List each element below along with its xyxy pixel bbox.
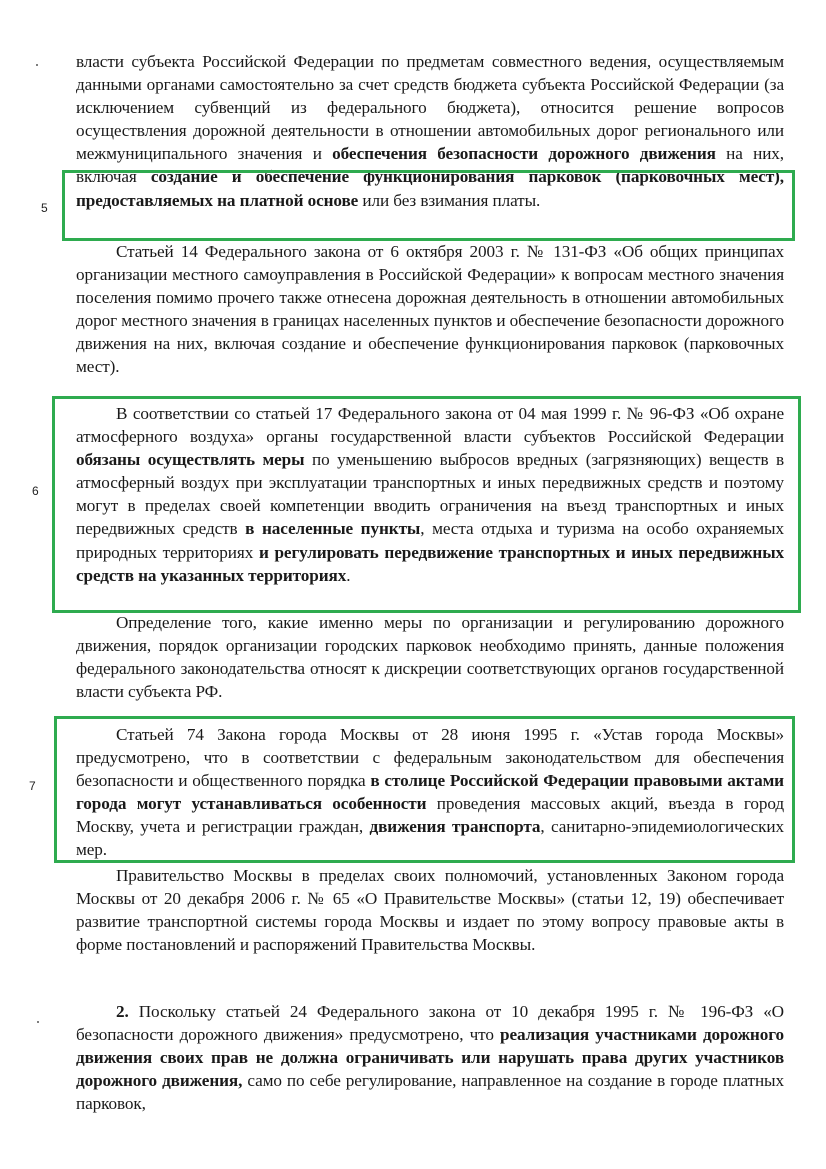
marker-6: 6 xyxy=(32,484,39,498)
text: Поскольку статьей 24 Федерального закона от 10 декабря 1995 г. № 196-ФЗ «О безопасности дорожного движения» предусмотрено, что xyxy=(76,1002,784,1045)
bold-text: обеспечения безопасности дорожного движения xyxy=(332,144,716,164)
text: или без взимания платы. xyxy=(358,190,541,210)
highlight-frame-7 xyxy=(54,716,795,863)
text: Определение того, какие именно меры по организации и регулированию дорожного движения, порядок организации городских парковок необходимо принять, данные положения федерального законодательства относят к дискреции соответствующих органов государственной власти субъекта РФ. xyxy=(76,613,784,702)
text: Правительство Москвы в пределах своих полномочий, установленных Законом города Москвы от 20 декабря 2006 г. № 65 «О Правительстве Москвы» (статьи 12, 19) обеспечивает развитие транспортной системы города Москвы и издает по этому вопросу правовые акты в форме постановлений и распоряжений Правительства Москвы. xyxy=(76,866,784,955)
paragraph-federal-law-131 xyxy=(76,240,784,379)
paragraph-moscow-government xyxy=(76,864,784,956)
text: власти субъекта Российской Федерации по предметам совместного ведения, осуществляемым данными органами самостоятельно за счет средств бюджета субъекта Российской Федерации (за исключением субвенций из федерального бюджета), относится решение вопросов осуществления дорожной деятельности в отношении автомобильных дорог регионального или межмуниципального значения и xyxy=(76,52,784,164)
bold-text: реализация участниками дорожного движения своих прав не должна ограничивать или нарушать права других участников дорожного движения, xyxy=(76,1025,784,1091)
highlight-frame-5 xyxy=(62,170,795,241)
bold-text: обязаны осуществлять меры xyxy=(76,450,305,470)
text: . xyxy=(346,565,351,585)
paragraph-discretion xyxy=(76,611,784,703)
text: по уменьшению выбросов вредных (загрязняющих) веществ в атмосферный воздух при эксплуатации транспортных и иных передвижных средств и поэтому могут в пределах своей компетенции вводить ограничения на въезд транспортных и иных передвижных средств xyxy=(76,450,784,539)
highlight-frame-6 xyxy=(52,396,801,613)
bold-text: движения транспорта xyxy=(369,817,541,837)
marker-7: 7 xyxy=(29,779,36,793)
text: Статьей 74 Закона города Москвы от 28 июня 1995 г. «Устав города Москвы» предусмотрено, что в соответствии с федеральным законодательством для обеспечения безопасности и общественного порядка xyxy=(76,725,784,791)
paragraph-point-2 xyxy=(76,1000,784,1115)
bold-text: и регулировать передвижение транспортных и иных передвижных средств на указанных территориях xyxy=(76,542,785,585)
text: В соответствии со статьей 17 Федерального закона от 04 мая 1999 г. № 96-ФЗ «Об охране атмосферного воздуха» органы государственной власти субъектов Российской Федерации xyxy=(76,404,784,447)
text: , места отдыха и туризма на особо охраняемых природных территориях xyxy=(76,519,784,562)
text: Статьей 14 Федерального закона от 6 октября 2003 г. № 131-ФЗ «Об общих принципах организации местного самоуправления в Российской Федерации» к вопросам местного значения поселения помимо прочего также отнесена дорожная деятельность в отношении автомобильных дорог местного значения в границах населенных пунктов и обеспечение безопасности дорожного движения на них, включая создание и обеспечение функционирования парковок (парковочных мест). xyxy=(76,242,784,377)
scan-speck xyxy=(36,64,38,66)
text: на них, включая xyxy=(76,144,784,187)
text: , санитарно-эпидемиологических мер. xyxy=(76,817,784,860)
text: проведения массовых акций, въезда в город Москву, учета и регистрации граждан, xyxy=(76,794,784,837)
bold-text: создание и обеспечение функционирования парковок (парковочных мест), предоставляемых на платной основе xyxy=(76,167,784,210)
scan-speck xyxy=(37,1021,39,1023)
text: само по себе регулирование, направленное на создание в городе платных парковок, xyxy=(76,1071,784,1114)
bold-text: 2. xyxy=(116,1002,129,1021)
marker-5: 5 xyxy=(41,201,48,215)
bold-text: в столице Российской Федерации правовыми актами города могут устанавливаться особенности xyxy=(76,771,784,814)
bold-text: в населенные пункты xyxy=(245,519,421,539)
